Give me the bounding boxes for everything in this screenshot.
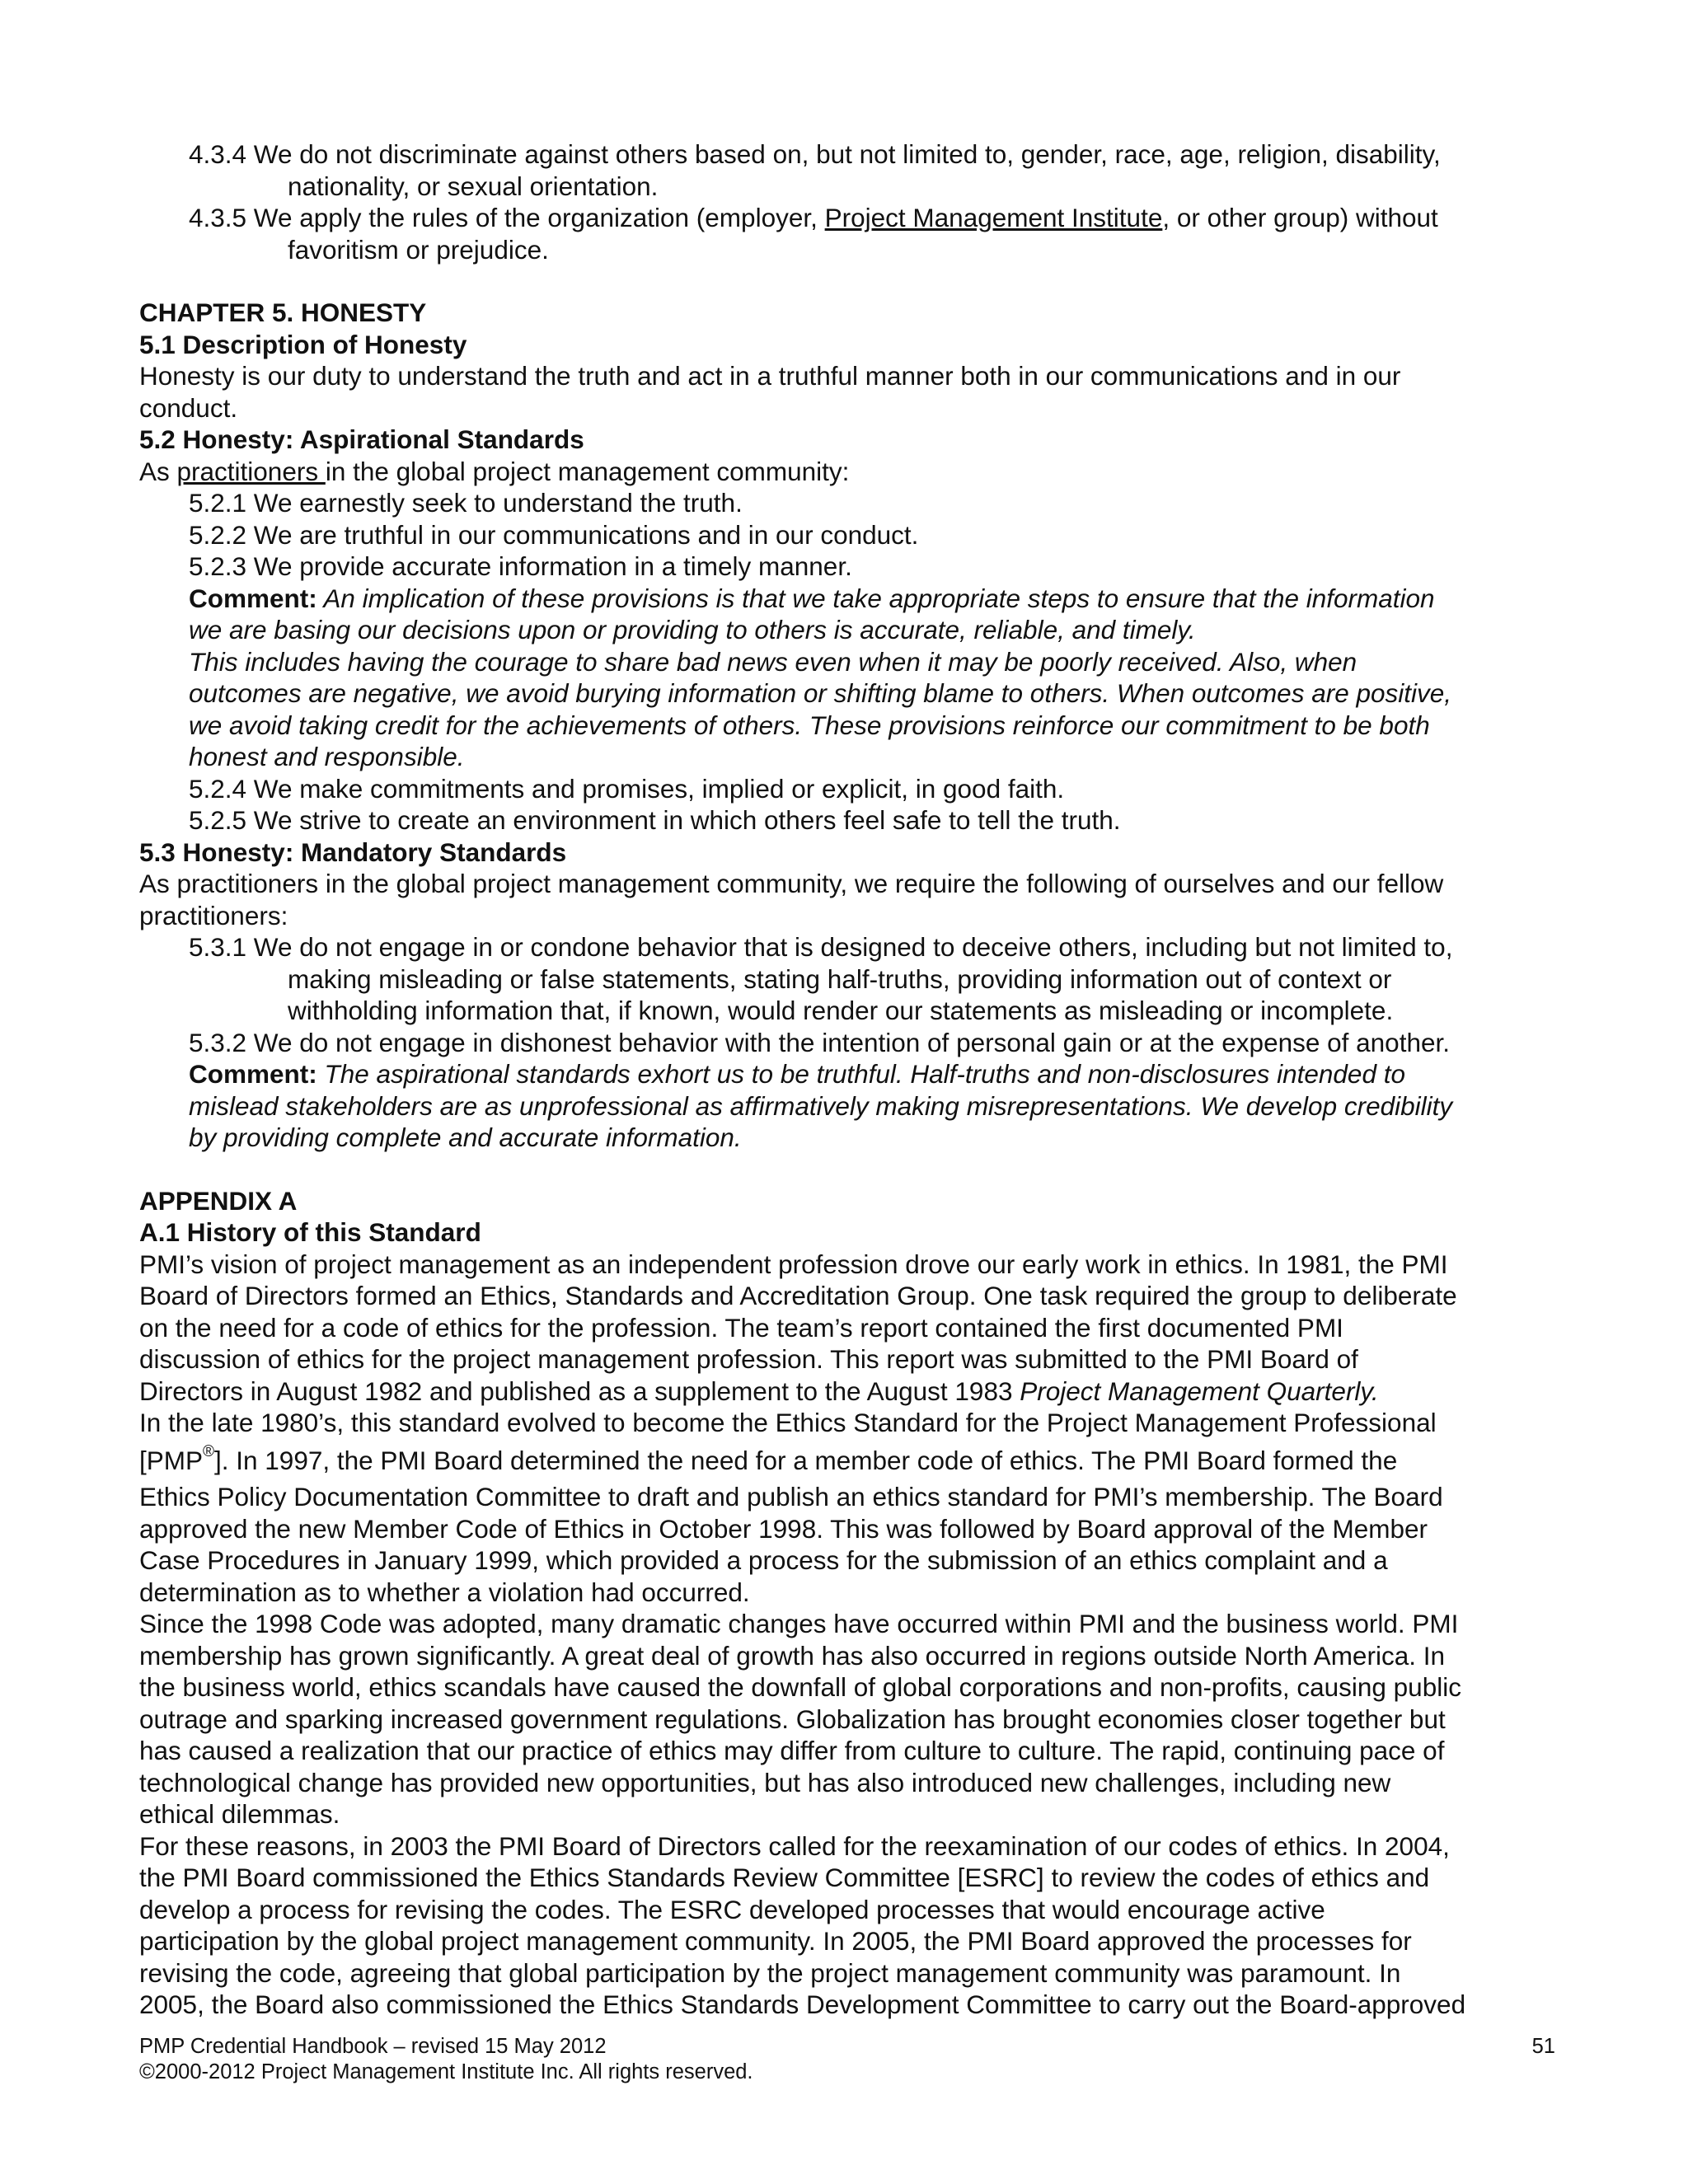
item-5-2-5: 5.2.5 We strive to create an environment in which others feel safe to tell the truth. (189, 805, 1121, 835)
history-p1-line3: on the need for a code of ethics for the profession. The team’s report contained the first documented PMI (139, 1312, 1343, 1343)
item-4-3-5: 4.3.5 We apply the rules of the organization (employer, Project Management Institute, or other group) without (189, 203, 1438, 232)
footer-copyright: ©2000-2012 Project Management Institute Inc. All rights reserved. (139, 2060, 753, 2083)
section-5-3-text-line1: As practitioners in the global project management community, we require the following of ourselves and our fellow (139, 869, 1444, 898)
practitioners-link[interactable]: practitioners (176, 456, 326, 486)
chapter-5-title: CHAPTER 5. HONESTY (139, 298, 427, 327)
item-5-2-2: 5.2.2 We are truthful in our communications and in our conduct. (189, 519, 919, 550)
item-4-3-4-cont: nationality, or sexual orientation. (288, 171, 659, 201)
history-p3-line4: outrage and sparking increased government regulations. Globalization has brought economies closer together but (139, 1704, 1446, 1734)
comment-2-line1: Comment: The aspirational standards exhort us to be truthful. Half-truths and non-disclosures intended to (189, 1059, 1405, 1089)
history-p2-line1: In the late 1980’s, this standard evolved to become the Ethics Standard for the Project Management Professional (139, 1408, 1437, 1437)
history-p4-line3: develop a process for revising the codes. The ESRC developed processes that would encourage active (139, 1894, 1325, 1924)
comment-1-line5: we avoid taking credit for the achievements of others. These provisions reinforce our commitment to be both (189, 710, 1430, 740)
history-p2-line3: Ethics Policy Documentation Committee to draft and publish an ethics standard for PMI’s membership. The Board (139, 1482, 1443, 1511)
page-footer (139, 2034, 1555, 2085)
history-p3-line5: has caused a realization that our practice of ethics may differ from culture to culture. The rapid, continuing pace of (139, 1736, 1445, 1765)
comment-2-line2: mislead stakeholders are as unprofessional as affirmatively making misrepresentations. We develop credibility (189, 1090, 1453, 1121)
footer-row (139, 2034, 1555, 2060)
history-p1-line5: Directors in August 1982 and published as a supplement to the August 1983 Project Management Quarterly. (139, 1376, 1379, 1406)
publication-title: Project Management Quarterly. (1020, 1376, 1379, 1406)
page-number: 51 (1531, 2035, 1555, 2058)
comment-1-line6: honest and responsible. (189, 742, 465, 771)
history-p4-line5: revising the code, agreeing that global participation by the project management community was paramount. In (139, 1957, 1401, 1988)
registered-mark: ® (203, 1442, 215, 1460)
pmi-link[interactable]: Project Management Institute (824, 203, 1163, 232)
section-a-1-heading: A.1 History of this Standard (139, 1217, 481, 1247)
history-p4-line4: participation by the global project management community. In 2005, the PMI Board approved the processes for (139, 1926, 1412, 1956)
item-5-3-1-cont1: making misleading or false statements, stating half-truths, providing information out of context or (288, 963, 1392, 994)
item-5-2-3: 5.2.3 We provide accurate information in a timely manner. (189, 551, 852, 581)
history-p2-line6: determination as to whether a violation had occurred. (139, 1577, 750, 1607)
item-5-3-2: 5.3.2 We do not engage in dishonest behavior with the intention of personal gain or at the expense of another. (189, 1027, 1450, 1057)
history-p1-line2: Board of Directors formed an Ethics, Standards and Accreditation Group. One task required the group to deliberate (139, 1281, 1457, 1310)
history-p1-line1: PMI’s vision of project management as an independent profession drove our early work in ethics. In 1981, the PMI (139, 1249, 1448, 1279)
spacer (139, 265, 1557, 297)
history-p4-line1: For these reasons, in 2003 the PMI Board of Directors called for the reexamination of our codes of ethics. In 2004, (139, 1830, 1450, 1861)
comment-1-line1: Comment: An implication of these provisions is that we take appropriate steps to ensure that the information (189, 583, 1435, 613)
comment-label: Comment: (189, 1059, 317, 1089)
history-p1-line4: discussion of ethics for the project management profession. This report was submitted to the PMI Board of (139, 1344, 1358, 1374)
history-p2-line2: [PMP®]. In 1997, the PMI Board determined the need for a member code of ethics. The PMI Board formed the (139, 1442, 1398, 1475)
history-p4-line2: the PMI Board commissioned the Ethics Standards Review Committee [ESRC] to review the codes of ethics and (139, 1863, 1430, 1892)
section-5-3-text-line2: practitioners: (139, 900, 288, 930)
item-5-2-4: 5.2.4 We make commitments and promises, implied or explicit, in good faith. (189, 773, 1065, 804)
footer-handbook-title: PMP Credential Handbook – revised 15 May 2012 (139, 2035, 607, 2058)
section-5-1-text-line1: Honesty is our duty to understand the truth and act in a truthful manner both in our communications and in our (139, 361, 1401, 391)
item-5-3-1-cont2: withholding information that, if known, would render our statements as misleading or incomplete. (288, 996, 1394, 1025)
appendix-a-title: APPENDIX A (139, 1185, 298, 1216)
comment-label: Comment: (189, 583, 317, 613)
comment-2-line3: by providing complete and accurate information. (189, 1122, 742, 1152)
section-5-3-heading: 5.3 Honesty: Mandatory Standards (139, 837, 567, 867)
section-5-1-heading: 5.1 Description of Honesty (139, 329, 467, 359)
history-p3-line3: the business world, ethics scandals have caused the downfall of global corporations and non-profits, causing public (139, 1672, 1461, 1702)
section-5-2-heading: 5.2 Honesty: Aspirational Standards (139, 424, 584, 454)
section-5-1-text-line2: conduct. (139, 392, 238, 423)
history-p4-line6: 2005, the Board also commissioned the Ethics Standards Development Committee to carry out the Board-approved (139, 1990, 1466, 2019)
history-p3-line2: membership has grown significantly. A great deal of growth has also occurred in regions outside North America. In (139, 1640, 1445, 1671)
history-p3-line7: ethical dilemmas. (139, 1799, 340, 1829)
comment-1-line4: outcomes are negative, we avoid burying information or shifting blame to others. When outcomes are positive, (189, 678, 1452, 708)
comment-1-line2: we are basing our decisions upon or providing to others is accurate, reliable, and timely. (189, 615, 1196, 644)
history-p2-line5: Case Procedures in January 1999, which provided a process for the submission of an ethics complaint and a (139, 1545, 1388, 1575)
comment-1-line3: This includes having the courage to share bad news even when it may be poorly received. Also, when (189, 646, 1357, 677)
item-5-3-1: 5.3.1 We do not engage in or condone behavior that is designed to deceive others, including but not limited to, (189, 932, 1453, 962)
item-5-2-1: 5.2.1 We earnestly seek to understand the truth. (189, 488, 743, 518)
spacer (139, 1154, 1557, 1185)
item-4-3-4: 4.3.4 We do not discriminate against others based on, but not limited to, gender, race, age, religion, disability, (189, 139, 1441, 169)
history-p3-line1: Since the 1998 Code was adopted, many dramatic changes have occurred within PMI and the business world. PMI (139, 1609, 1459, 1638)
page-content (139, 138, 1557, 2021)
history-p2-line4: approved the new Member Code of Ethics in October 1998. This was followed by Board approval of the Member (139, 1513, 1428, 1544)
section-5-2-intro: As practitioners in the global project management community: (139, 456, 850, 486)
item-4-3-5-cont: favoritism or prejudice. (288, 234, 549, 265)
history-p3-line6: technological change has provided new opportunities, but has also introduced new challenges, including new (139, 1767, 1391, 1797)
